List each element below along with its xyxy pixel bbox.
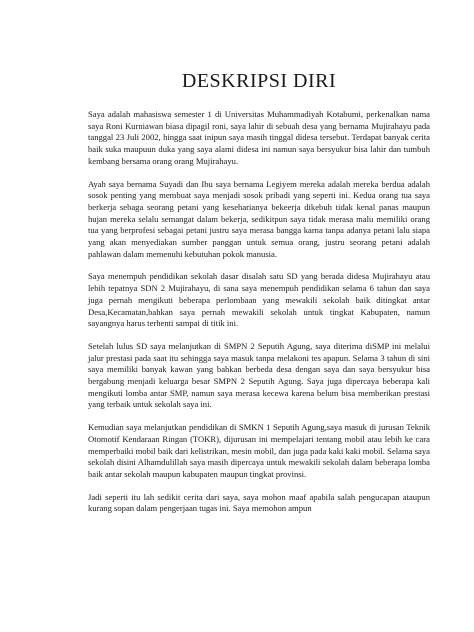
document-title: DESKRIPSI DIRI: [181, 70, 337, 92]
paragraph-parents: Ayah saya bernama Suyadi dan Ibu saya bernama Legiyem mereka adalah mereka berdua adalah sosok penting yang membuat saya menjadi sosok pribadi yang seperti ini. Kedua orang tua saya berkerja sebaga seorang petani yang keseharianya bekeerja dikebuh tidak kenal panas maupun hujan mereka selalu semangat dalam bekerja, sedikitpun saya tidak merasa malu memiliki orang tua yang berprofesi sebagai petani justru saya merasa bangga karna tanpa adanya petani lalu siapa yang akan menyediakan sumber panggan untuk semua orang, justru seorang petani adalah pahlawan dalam memenuhi kebutuhan pokok manusia.: [88, 178, 430, 259]
paragraph-closing: Jadi seperti itu lah sedikit cerita dari saya, saya mohon maaf apabila salah pengucapan ataupun kurang sopan dalam pengerjaan tugas ini. Saya memohon ampun: [88, 491, 430, 514]
paragraph-elementary-school: Saya menempuh pendidikan sekolah dasar disalah satu SD yang berada didesa Mujirahayu atau lebih tepatnya SDN 2 Mujirahayu, di sana saya menempuh pendidikan selama 6 tahun dan saya juga pernah mengikuti beberapa perlombaan yang mewakili sekolah baik ditingkat antar Desa,Kecamatan,bahkan saya pernah mewakili sekolah untuk tingkat Kabupaten, namun sayangnya harus terhenti sampai di titik ini.: [88, 271, 430, 329]
paragraph-junior-high-school: Setelah lulus SD saya melanjutkan di SMPN 2 Seputih Agung, saya diterima diSMP ini melalui jalur prestasi pada saat itu sehingga saya masuk tanpa melakoni tes apapun. Selama 3 tahun di sini saya memiliki banyak kawan yang bahkan berbeda desa dengan saya dan saya bersyukur bisa bergabung menjadi keluarga besar SMPN 2 Seputih Agung. Saya juga dipercaya beberapa kali mengikuti lomba antar SMP, namun saya merasa kecewa karena belum bisa memberikan prestasi yang terbaik untuk sekolah saya ini.: [88, 340, 430, 410]
paragraph-intro: Saya adalah mahasiswa semester 1 di Universitas Muhammadiyah Kotabumi, perkenalkan nama saya Roni Kurniawan biasa dipagil roni, saya lahir di sebuah desa yang bernama Mujirahayu pada tanggal 23 Juli 2002, hingga saat inipun saya masih tinggal didesa tersebut. Terdapat banyak cerita baik suka maupuun duka yang saya alami didesa ini namun saya bersyukur bisa lahir dan tumbuh kembang bersama orang orang Mujirahayu.: [88, 109, 430, 166]
paragraph-vocational-school: Kemudian saya melanjutkan pendidikan di SMKN 1 Seputih Agung,saya masuk di jurusan Teknik Otomotif Kendaraan Ringan (TOKR), dijurusan ini mempelajari tentang mobil atau lebih ke cara memperbaiki mobil baik dari kelistrikan, mesin mobil, dan juga pada kaki kaki mobil. Selama saya sekolah disini Alhamdulillah saya masih dipercaya untuk mewakili sekolah dalam beberapa lomba baik antar sekolah maupun kabupaten maupun tingkat provinsi.: [88, 422, 430, 479]
